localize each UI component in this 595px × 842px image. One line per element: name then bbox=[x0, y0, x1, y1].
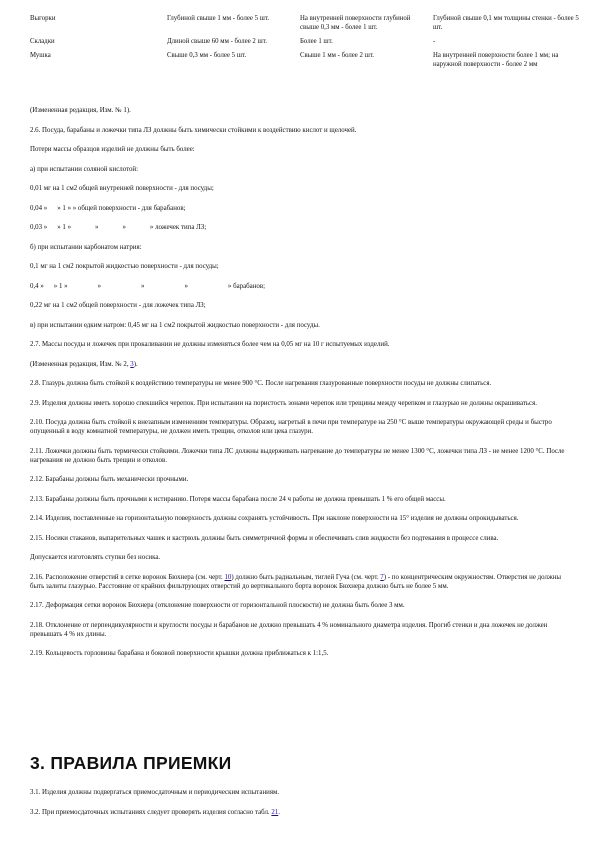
text-fragment: » bbox=[122, 224, 126, 231]
paragraph: б) при испытании карбонатом натрия: bbox=[30, 243, 142, 251]
text-fragment: 2.16. Расположение отверстий в сетке воронок Бюхнера (см. черт. bbox=[30, 573, 225, 581]
text-fragment: 0,04 » bbox=[30, 204, 48, 212]
paragraph: 2.14. Изделия, поставленные на горизонтальную поверхность должны сохранять устойчивость. При наклоне поверхности на 15° изделия не должны опрокидываться. bbox=[30, 515, 519, 522]
paragraph: Потери массы образцов изделий не должны быть более: bbox=[30, 146, 195, 153]
drawing-link[interactable]: 7 bbox=[380, 573, 384, 581]
table-cell: На внутренней поверхности более 1 мм; на наружной поверхности - более 2 мм bbox=[433, 52, 559, 68]
text-fragment: 0,4 » bbox=[30, 282, 44, 290]
table-cell: - bbox=[433, 38, 436, 45]
table-cell: Длиной свыше 60 мм - более 2 шт. bbox=[167, 38, 267, 45]
text-fragment: ) должно быть радиальным, тиглей Гуча (см. черт. bbox=[231, 573, 381, 581]
paragraph bbox=[30, 573, 570, 591]
paragraph: 2.8. Глазурь должна быть стойкой к воздействию температуры не менее 900 °С. После нагревания глазурованные поверхности посуды не должны слипаться. bbox=[30, 380, 492, 387]
table-cell: Выгорки bbox=[30, 15, 56, 22]
table-cell: На внутренней поверхности глубиной свыше 0,3 мм - более 1 шт. bbox=[300, 15, 411, 31]
text-fragment: 3.2. При приемосдаточных испытаниях следует проверять изделия согласно табл. bbox=[30, 808, 272, 816]
table-link[interactable]: 21 bbox=[271, 808, 279, 816]
paragraph: 2.17. Деформация сетки воронок Бюхнера (отклонение поверхности от горизонтальной плоскости) не должна быть более 3 мм. bbox=[30, 602, 405, 609]
text-fragment: » 1 » bbox=[53, 282, 68, 290]
text-fragment: » общей поверхности - для барабанов; bbox=[72, 204, 186, 212]
paragraph bbox=[30, 808, 570, 817]
table-cell: Складки bbox=[30, 38, 55, 45]
table-row bbox=[30, 51, 585, 74]
paragraph bbox=[30, 360, 570, 369]
text-fragment: (Измененная редакция, Изм. № 2, bbox=[30, 360, 131, 368]
paragraph: 2.13. Барабаны должны быть прочными к истиранию. Потеря массы барабана после 24 ч работы не должна превышать 1 % его общей массы. bbox=[30, 495, 446, 503]
paragraph: 2.19. Кольцевость горловины барабана и боковой поверхности крышки должна приближаться к 1:1,5. bbox=[30, 650, 329, 657]
text-fragment: » ложечек типа ЛЗ; bbox=[149, 224, 207, 231]
paragraph: 2.9. Изделия должны иметь хорошо спекшийся черепок. При испытании на пористость зонами черепок или трещины между черепком и глазурью не должны окрашиваться. bbox=[30, 399, 538, 407]
paragraph: 2.18. Отклонение от перпендикулярности и круглости посуды и барабанов не должно превышать 4 % номинального диаметра изделия. Прогиб стенки и дна ложечек не должен превышать 4 % их длины. bbox=[30, 621, 548, 638]
table-row bbox=[30, 14, 585, 37]
table-cell: Более 1 шт. bbox=[300, 38, 333, 45]
paragraph bbox=[30, 223, 570, 232]
text-fragment: » bbox=[141, 282, 145, 290]
text-fragment: » барабанов; bbox=[227, 282, 266, 290]
section-body bbox=[30, 788, 570, 827]
text-fragment: ) - по концентрическим окружностям. Отверстия не должны быть залиты глазурью. Расстояние от крайних фильтрующих отверстий до вертикального борта воронок Бюхнера должно быть не более 5 мм. bbox=[30, 573, 562, 590]
text-fragment: . bbox=[278, 808, 280, 816]
table-cell: Глубиной свыше 1 мм - более 5 шт. bbox=[167, 15, 270, 22]
text-fragment: ). bbox=[133, 360, 138, 368]
table-cell: Глубиной свыше 0,1 мм толщины стенки - более 5 шт. bbox=[433, 15, 579, 31]
paragraph: 2.7. Массы посуды и ложечек при прокаливании не должны изменяться более чем на 0,05 мг на 10 г испытуемых изделий. bbox=[30, 341, 390, 348]
paragraph: 2.15. Носики стаканов, выпарительных чашек и кастрюль должны быть симметричной формы и обеспечивать слив жидкости без подтекания в процессе слива. bbox=[30, 534, 499, 542]
paragraph: 0,22 мг на 1 см2 общей поверхности - для ложечек типа ЛЗ; bbox=[30, 302, 206, 309]
paragraph: (Измененная редакция, Изм. № 1). bbox=[30, 107, 131, 114]
paragraph: а) при испытании соляной кислотой: bbox=[30, 165, 139, 173]
table-cell: Свыше 0,3 мм - более 5 шт. bbox=[167, 52, 247, 59]
paragraph: 0,01 мг на 1 см2 общей внутренней поверхности - для посуды; bbox=[30, 185, 214, 192]
paragraph: 2.10. Посуда должна быть стойкой к внезапным изменениям температуры. Образец, нагретый в печи при температуре на 250 °С выше температуры окружающей среды и быстро опущенный в воду комнатной температуры, не должен иметь трещин, отколов или цека глазури. bbox=[30, 419, 552, 435]
table-cell: Мушка bbox=[30, 52, 51, 59]
text-fragment: » bbox=[184, 282, 188, 290]
paragraph: 2.11. Ложечки должны быть термически стойкими. Ложечки типа ЛС должны выдерживать нагревание до температуры не менее 1300 °С, ложечки типа ЛЗ - не менее 1200 °С. После нагревания не должно быть трещин и отколов. bbox=[30, 447, 565, 464]
text-fragment: » bbox=[97, 282, 102, 290]
table-row bbox=[30, 37, 585, 51]
text-fragment: » 1 » bbox=[57, 224, 72, 231]
paragraph: 2.6. Посуда, барабаны и ложечки типа ЛЗ должны быть химически стойкими к воздействию кислот и щелочей. bbox=[30, 126, 357, 134]
text-fragment: 0,03 » bbox=[30, 224, 48, 231]
document-body bbox=[30, 106, 570, 669]
paragraph: 3.1. Изделия должны подвергаться приемосдаточным и периодическим испытаниям. bbox=[30, 789, 280, 796]
table-cell: Свыше 1 мм - более 2 шт. bbox=[300, 52, 375, 59]
paragraph: 2.12. Барабаны должны быть механически прочными. bbox=[30, 476, 189, 483]
paragraph: 0,1 мг на 1 см2 покрытой жидкостью поверхности - для посуды; bbox=[30, 263, 219, 270]
paragraph bbox=[30, 282, 570, 291]
section-heading: 3. ПРАВИЛА ПРИЕМКИ bbox=[30, 753, 232, 773]
text-fragment: » 1 » bbox=[57, 204, 72, 212]
paragraph bbox=[30, 204, 570, 213]
defects-table bbox=[30, 14, 585, 74]
paragraph: в) при испытании едким натром: 0,45 мг на 1 см2 покрытой жидкостью поверхности - для посуды. bbox=[30, 321, 320, 329]
drawing-link[interactable]: 10 bbox=[224, 573, 232, 581]
paragraph: Допускается изготовлять ступки без носика. bbox=[30, 554, 161, 561]
amendment-link[interactable]: 3 bbox=[130, 360, 134, 368]
text-fragment: » bbox=[95, 224, 99, 231]
